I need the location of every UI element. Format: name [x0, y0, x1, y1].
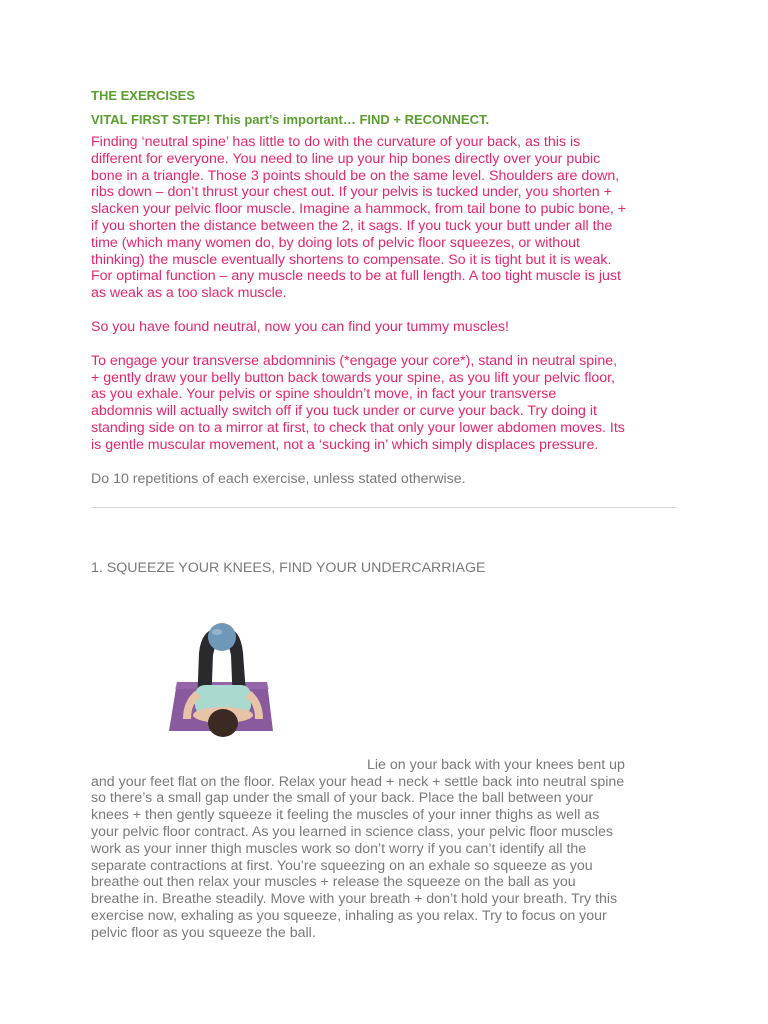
exercise-illustration [91, 607, 368, 755]
exercise-photo [91, 607, 368, 755]
exercise-ball [208, 623, 236, 651]
section-title: THE EXERCISES [91, 88, 196, 103]
exercise-1-heading: 1. SQUEEZE YOUR KNEES, FIND YOUR UNDERCARRIAGE [91, 560, 486, 577]
exercise-1-body-first-line: Lie on your back with your knees bent up [367, 756, 625, 773]
paragraph-tummy-muscles: So you have found neutral, now you can find your tummy muscles! [91, 318, 509, 335]
exercise-1-body-container [91, 740, 681, 958]
exercise-1-body: and your feet flat on the floor. Relax your head + neck + settle back into neutral spine so there’s a small gap under the small of your back. Place the ball between your knees + then gently squeeze it feeling the muscles of your inner thighs as well as your pelvic floor contract. As you learned in science class, your pelvic floor muscles work as your inner thigh muscles work so don’t worry if you can’t identify all the separate contractions at first. You’re squeezing on an exhale so squeeze as you breathe out then relax your muscles + release the squeeze on the ball as you breathe in. Breathe steadily. Move with your breath + don’t hold your breath. Try this exercise now, exhaling as you squeeze, inhaling as you relax. Try to focus on your pelvic floor as you squeeze the ball. [91, 773, 625, 941]
document-page [91, 88, 681, 941]
reps-note: Do 10 repetitions of each exercise, unless stated otherwise. [91, 470, 466, 487]
paragraph-engage-core: To engage your transverse abdomninis (*engage your core*), stand in neutral spine, + gently draw your belly button back towards your spine, as you lift your pelvic floor, as you exhale. Your pelvis or spine shouldn’t move, in fact your transverse abdomnis will actually switch off if you tuck under or curve your back. Try doing it standing side on to a mirror at first, to check that only your lower abdomen moves. Its is gentle muscular movement, not a ‘sucking in’ which simply displaces pressure. [91, 352, 625, 453]
paragraph-neutral-spine: Finding ‘neutral spine’ has little to do with the curvature of your back, as this is different for everyone. You need to line up your hip bones directly over your pubic bone in a triangle. Those 3 points should be on the same level. Shoulders are down, ribs down – don’t thrust your chest out. If your pelvis is tucked under, you shorten + slacken your pelvic floor muscle. Imagine a hammock, from tail bone to pubic bone, + if you shorten the distance between the 2, it sags. If you tuck your butt under all the time (which many women do, by doing lots of pelvic floor squeezes, or without thinking) the muscle eventually shortens to compensate. So it is tight but it is weak. For optimal function – any muscle needs to be at full length. A too tight muscle is just as weak as a too slack muscle. [91, 134, 627, 302]
divider [91, 507, 677, 508]
head [208, 709, 238, 737]
subtitle: VITAL FIRST STEP! This part’s important… FIND + RECONNECT. [91, 112, 490, 127]
